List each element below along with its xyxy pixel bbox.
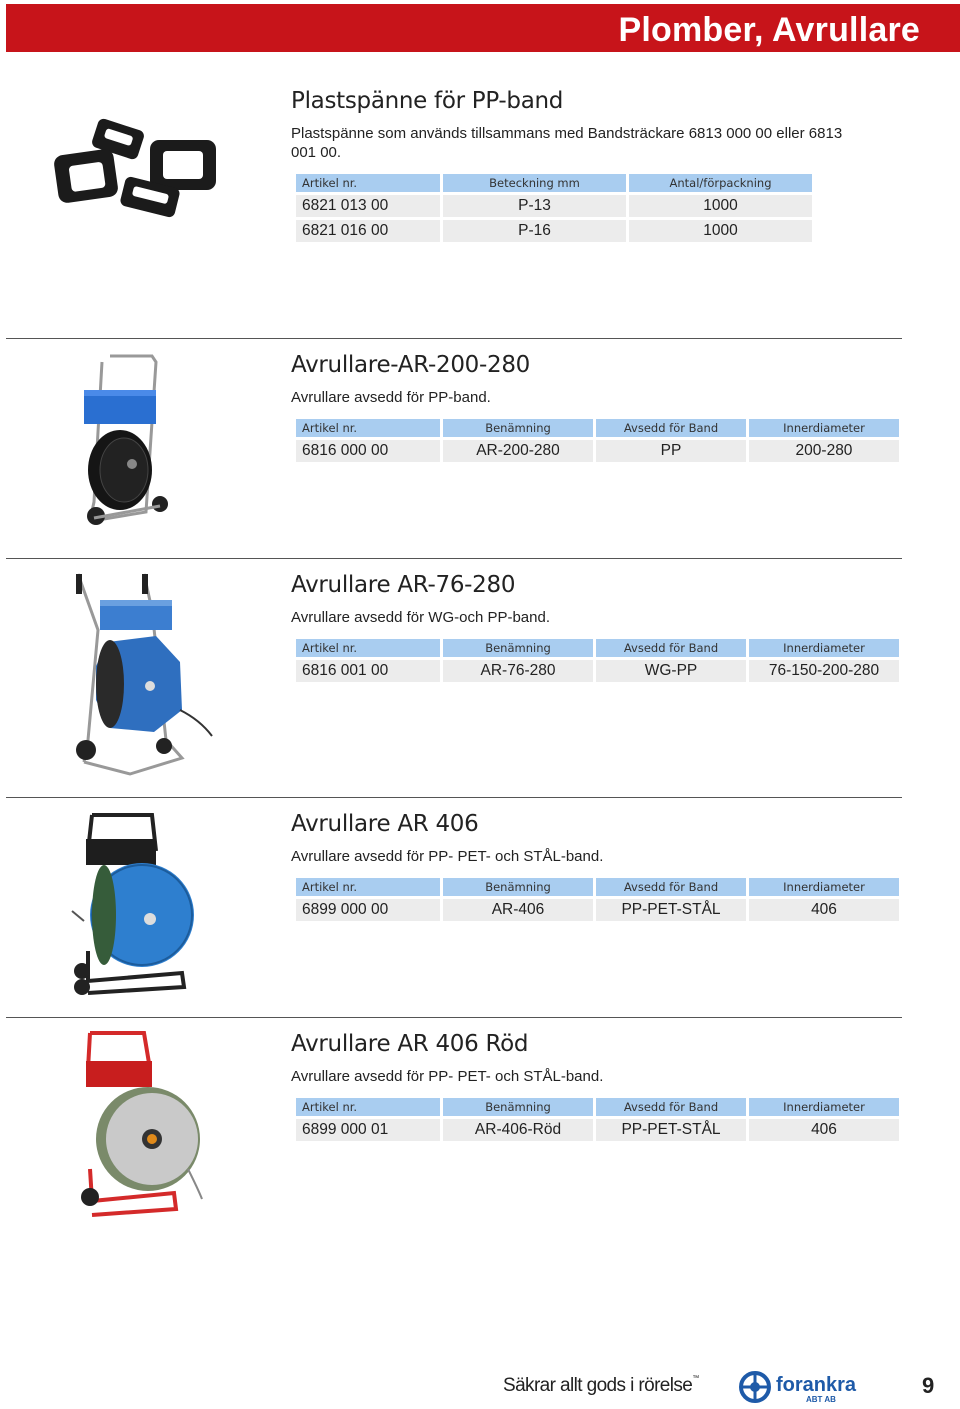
section-description: Avrullare avsedd för PP- PET- och STÅL-band. bbox=[291, 848, 604, 865]
table-cell: P-16 bbox=[443, 220, 626, 245]
column-header: Avsedd för Band bbox=[596, 419, 746, 440]
table-cell: 6821 016 00 bbox=[296, 220, 440, 245]
table-cell: 76-150-200-280 bbox=[749, 660, 899, 685]
column-header: Innerdiameter bbox=[749, 1098, 899, 1119]
column-header: Innerdiameter bbox=[749, 639, 899, 660]
section-description: Avrullare avsedd för PP-band. bbox=[291, 389, 491, 406]
logo-mark-icon bbox=[741, 1373, 769, 1401]
page-number: 9 bbox=[922, 1373, 935, 1398]
section-title: Avrullare AR 406 bbox=[291, 811, 479, 837]
dispenser-ar-406-image bbox=[70, 811, 200, 1006]
buckle-image bbox=[50, 118, 225, 223]
table-cell: AR-406-Röd bbox=[443, 1119, 593, 1144]
table-cell: 406 bbox=[749, 899, 899, 924]
table-cell: 200-280 bbox=[749, 440, 899, 465]
table-header-row bbox=[296, 639, 899, 660]
forankra-logo bbox=[738, 1370, 888, 1409]
table-row bbox=[296, 195, 812, 220]
column-header: Innerdiameter bbox=[749, 419, 899, 440]
section-title: Avrullare AR 406 Röd bbox=[291, 1031, 529, 1057]
column-header: Beteckning mm bbox=[443, 174, 626, 195]
section-title: Avrullare-AR-200-280 bbox=[291, 352, 530, 378]
table-cell: 6821 013 00 bbox=[296, 195, 440, 220]
table-cell: PP-PET-STÅL bbox=[596, 1119, 746, 1144]
column-header: Benämning bbox=[443, 1098, 593, 1119]
column-header: Benämning bbox=[443, 639, 593, 660]
column-header: Artikel nr. bbox=[296, 639, 440, 660]
column-header: Antal/förpackning bbox=[629, 174, 812, 195]
table-header-row bbox=[296, 878, 899, 899]
section-description: Plastspänne som används tillsammans med Bandsträckare 6813 000 00 eller 6813 001 00. bbox=[291, 125, 843, 161]
table-cell: WG-PP bbox=[596, 660, 746, 685]
column-header: Benämning bbox=[443, 419, 593, 440]
logo-subtext: ABT AB bbox=[806, 1395, 836, 1404]
table-cell: 6816 001 00 bbox=[296, 660, 440, 685]
table-header-row bbox=[296, 174, 812, 195]
table-row bbox=[296, 660, 899, 685]
column-header: Avsedd för Band bbox=[596, 639, 746, 660]
spec-table bbox=[293, 639, 902, 685]
header-bar bbox=[6, 4, 960, 52]
table-cell: AR-406 bbox=[443, 899, 593, 924]
column-header: Avsedd för Band bbox=[596, 878, 746, 899]
trademark-symbol: ™ bbox=[692, 1375, 699, 1382]
section-description: Avrullare avsedd för WG-och PP-band. bbox=[291, 609, 551, 626]
spec-table bbox=[293, 1098, 902, 1144]
table-cell: AR-200-280 bbox=[443, 440, 593, 465]
section-title: Avrullare AR-76-280 bbox=[291, 572, 516, 598]
dispenser-ar-76-280-image bbox=[70, 570, 215, 785]
table-cell: 6816 000 00 bbox=[296, 440, 440, 465]
table-cell: 1000 bbox=[629, 195, 812, 220]
table-row bbox=[296, 440, 899, 465]
dispenser-ar-406-rod-image bbox=[78, 1029, 208, 1224]
table-row bbox=[296, 899, 899, 924]
table-row bbox=[296, 220, 812, 245]
section-description: Avrullare avsedd för PP- PET- och STÅL-band. bbox=[291, 1068, 604, 1085]
column-header: Benämning bbox=[443, 878, 593, 899]
dispenser-ar-200-280-image bbox=[80, 352, 180, 532]
table-cell: AR-76-280 bbox=[443, 660, 593, 685]
section-divider bbox=[6, 558, 902, 559]
section-title: Plastspänne för PP-band bbox=[291, 88, 564, 114]
table-cell: 406 bbox=[749, 1119, 899, 1144]
column-header: Innerdiameter bbox=[749, 878, 899, 899]
column-header: Artikel nr. bbox=[296, 1098, 440, 1119]
section-divider bbox=[6, 1017, 902, 1018]
table-cell: 6899 000 01 bbox=[296, 1119, 440, 1144]
table-cell: P-13 bbox=[443, 195, 626, 220]
logo-wordmark: forankra bbox=[776, 1374, 857, 1396]
table-cell: PP bbox=[596, 440, 746, 465]
spec-table bbox=[293, 419, 902, 465]
table-cell: 1000 bbox=[629, 220, 812, 245]
spec-table bbox=[293, 878, 902, 924]
slogan-text: Säkrar allt gods i rörelse bbox=[503, 1375, 693, 1396]
page-title: Plomber, Avrullare bbox=[618, 11, 920, 49]
table-header-row bbox=[296, 419, 899, 440]
table-cell: 6899 000 00 bbox=[296, 899, 440, 924]
table-cell: PP-PET-STÅL bbox=[596, 899, 746, 924]
spec-table bbox=[293, 174, 815, 245]
table-row bbox=[296, 1119, 899, 1144]
column-header: Avsedd för Band bbox=[596, 1098, 746, 1119]
column-header: Artikel nr. bbox=[296, 878, 440, 899]
table-header-row bbox=[296, 1098, 899, 1119]
section-divider bbox=[6, 338, 902, 339]
column-header: Artikel nr. bbox=[296, 419, 440, 440]
footer-slogan bbox=[503, 1375, 699, 1397]
column-header: Artikel nr. bbox=[296, 174, 440, 195]
section-divider bbox=[6, 797, 902, 798]
